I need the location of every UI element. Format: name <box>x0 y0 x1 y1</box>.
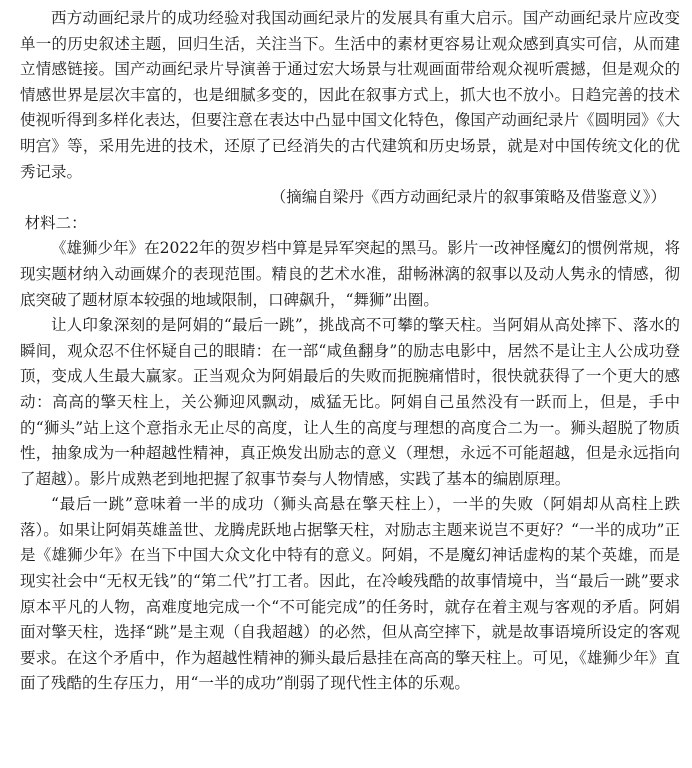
paragraph-half-success: “最后一跳”意味着一半的成功（狮头高悬在擎天柱上），一半的失败（阿娟却从高柱上跌落）。如果让阿娟英雄盖世、龙腾虎跃地占据擎天柱，对励志主题来说岂不更好？“一半的成功”正是《雄狮少年》在当下中国大众文化中特有的意义。阿娟，不是魔幻神话虚构的某个英雄，而是现实社会中“无权无钱”的“第二代”打工者。因此，在冷峻残酷的故事情境中，当“最后一跳”要求原本平凡的人物，高难度地完成一个“不可能完成”的任务时，就存在着主观与客观的矛盾。阿娟面对擎天柱，选择“跳”是主观（自我超越）的必然，但从高空摔下，就是故事语境所设定的客观要求。在这个矛盾中，作为超越性精神的狮头最后悬挂在高高的擎天柱上。可见，《雄狮少年》直面了残酷的生存压力，用“一半的成功”削弱了现代性主体的乐观。 <box>20 495 680 693</box>
source-citation: （摘编自梁丹《西方动画纪录片的叙事策略及借鉴意义》） <box>270 188 666 207</box>
paragraph-lion-boy-intro: 《雄狮少年》在2022年的贺岁档中算是异军突起的黑马。影片一改神怪魔幻的惯例常规，将现实题材纳入动画媒介的表现范围。精良的艺术水准，甜畅淋漓的叙事以及动人隽永的情感，彻底突破了题材原本较强的地域限制，口碑飙升，“舞狮”出圈。 <box>20 239 680 309</box>
paragraph-last-jump: 让人印象深刻的是阿娟的“最后一跳”，挑战高不可攀的擎天柱。当阿娟从高处摔下、落水的瞬间，观众忍不住怀疑自己的眼睛：在一部“咸鱼翻身”的励志电影中，居然不是让主人公成功登顶，变成人生最大赢家。正当观众为阿娟最后的失败而扼腕痛惜时，很快就获得了一个更大的感动：高高的擎天柱上，关公狮迎风飘动，威猛无比。阿娟自己虽然没有一跃而上，但是，手中的“狮头”站上这个意指永无止尽的高度，让人生的高度与理想的高度合二为一。狮头超脱了物质性，抽象成为一种超越性精神，真正焕发出励志的意义（理想，永远不可能超越，但是永远指向了超越）。影片成熟老到地把握了叙事节奏与人物情感，实践了基本的编剧原理。 <box>20 316 680 488</box>
material-two-heading: 材料二： <box>24 213 87 232</box>
paragraph-animation-documentary: 西方动画纪录片的成功经验对我国动画纪录片的发展具有重大启示。国产动画纪录片应改变单一的历史叙述主题，回归生活，关注当下。生活中的素材更容易让观众感到真实可信，从而建立情感链接。国产动画纪录片导演善于通过宏大场景与壮观画面带给观众视听震撼，但是观众的情感世界是层次丰富的，也是细腻多变的，因此在叙事方式上，抓大也不放小。日趋完善的技术使视听得到多样化表达，但要注意在表达中凸显中国文化特色，像国产动画纪录片《圆明园》《大明宫》等，采用先进的技术，还原了已经消失的古代建筑和历史场景，就是对中国传统文化的优秀记录。 <box>20 9 680 181</box>
